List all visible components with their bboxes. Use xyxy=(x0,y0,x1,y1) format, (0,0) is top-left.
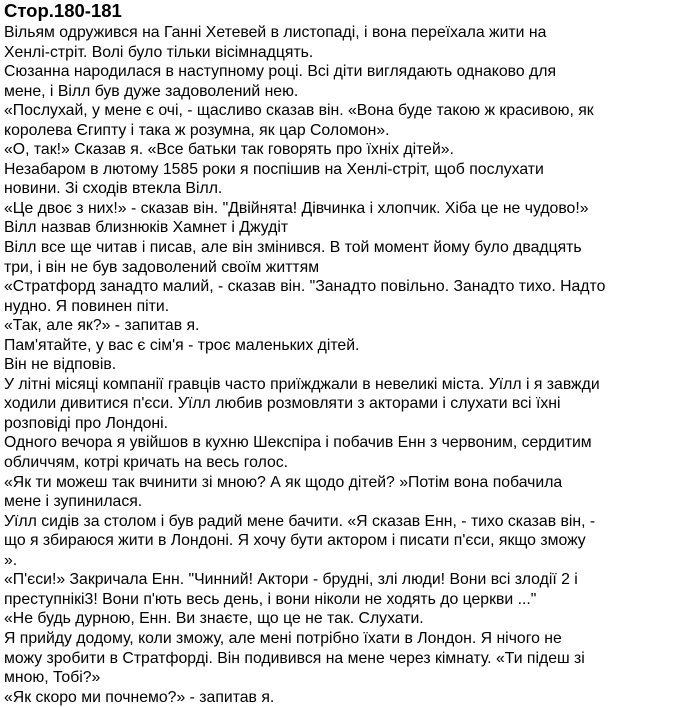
page-title: Стор.180-181 xyxy=(4,0,122,21)
body-text: Вільям одружився на Ганні Хетевей в листопаді, і вона переїхала жити на Хенлі-стріт. Волі було тільки вісімнадцять. Сюзанна народилася в наступному році. Всі діти виглядають однаково для мене, і Вілл був дуже задоволений нею. «Послухай, у мене є очі, - щасливо сказав він. «Вона буде такою ж красивою, як королева Єгипту і така ж розумна, як цар Соломон». «О, так!» Сказав я. «Все батьки так говорять про їхніх дітей». Незабаром в лютому 1585 роки я поспішив на Хенлі-стріт, щоб послухати новини. Зі сходів втекла Вілл. «Це двоє з них!» - сказав він. "Двійнята! Дівчинка і хлопчик. Хіба це не чудово!» Вілл назвав близнюків Хамнет і Джудіт Вілл все ще читав і писав, але він змінився. В той момент йому було двадцять три, і він не був задоволений своїм життям «Стратфорд занадто малий, - сказав він. "Занадто повільно. Занадто тихо. Надто нудно. Я повинен піти. «Так, але як?» - запитав я. Пам'ятайте, у вас є сім'я - троє маленьких дітей. Він не відповів. У літні місяці компанії гравців часто приїжджали в невеликі міста. Уїлл і я завжди ходили дивитися п'єси. Уїлл любив розмовляти з акторами і слухати всі їхні розповіді про Лондоні. Одного вечора я увійшов в кухню Шекспіра і побачив Енн з червоним, сердитим обличчям, котрі кричать на весь голос. «Як ти можеш так вчинити зі мною? А як щодо дітей? »Потім вона побачила мене і зупинилася. Уїлл сидів за столом і був радий мене бачити. «Я сказав Енн, - тихо сказав він, - що я збираюся жити в Лондоні. Я хочу бути актором і писати п'єси, якщо зможу ». «П'єси!» Закричала Енн. "Чинний! Актори - брудні, злі люди! Вони всі злодії 2 і преступнікі3! Вони п'ють весь день, і вони ніколи не ходять до церкви ..." «Не будь дурною, Енн. Ви знаєте, що це не так. Слухати. Я прийду додому, коли зможу, але мені потрібно їхати в Лондон. Я нічого не можу зробити в Стратфорді. Він подивився на мене через кімнату. «Ти підеш зі мною, Тобі?» «Як скоро ми почнемо?» - запитав я. xyxy=(4,24,606,706)
